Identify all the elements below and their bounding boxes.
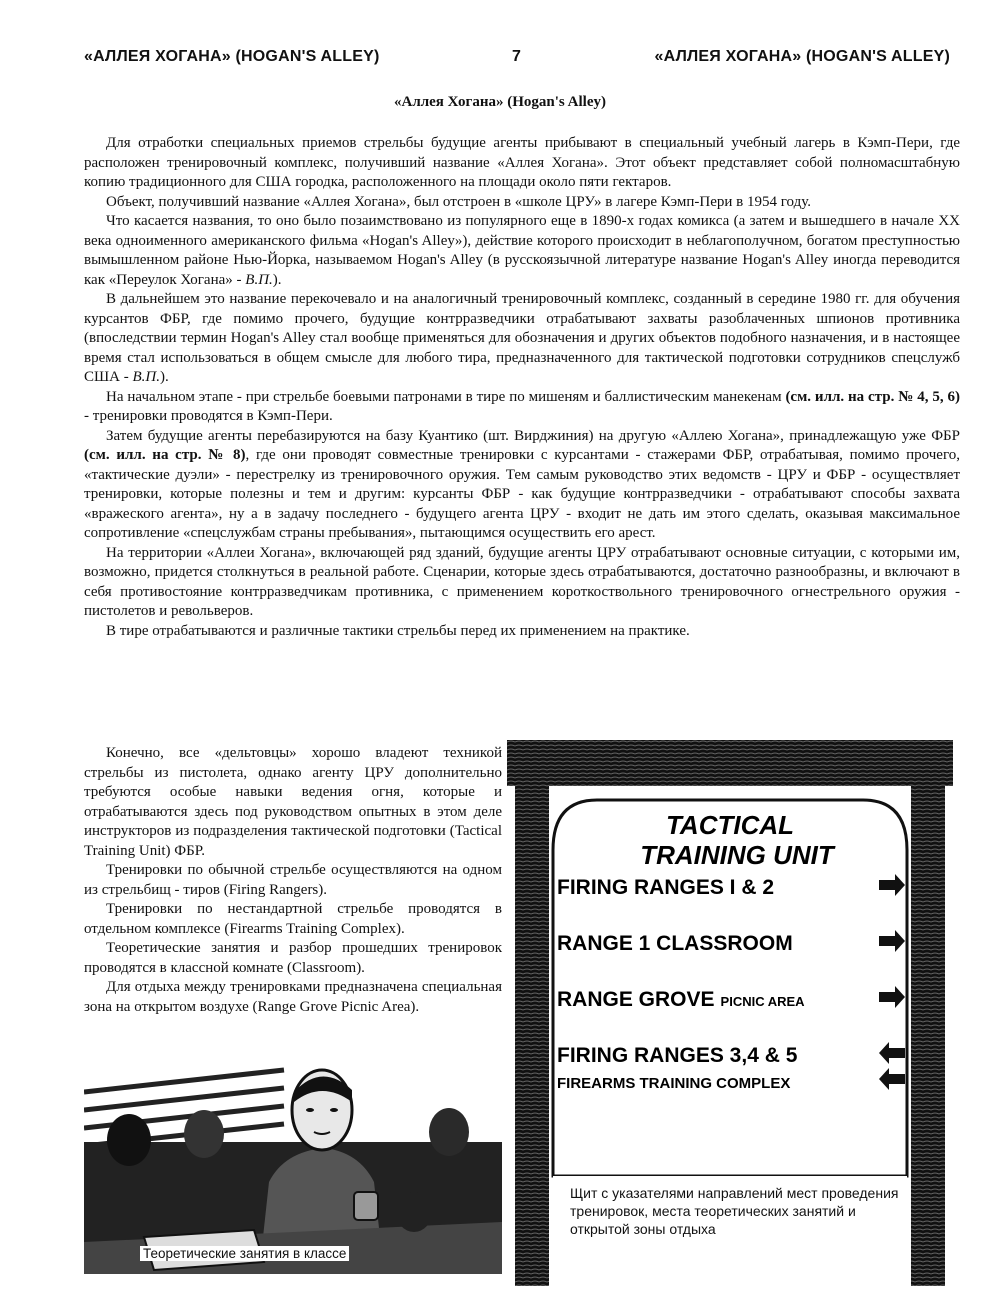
sign-row-firing-ranges-3-4-5: FIRING RANGES 3,4 & 5 (557, 1044, 798, 1067)
illustration-reference: (см. илл. на стр. № 8) (84, 447, 246, 463)
sign-title-line2: TRAINING UNIT (640, 840, 834, 870)
author-note: В.П. (132, 369, 160, 385)
paragraph: Тренировки по обычной стрельбе осуществляются на одном из стрельбищ - тиров (Firing Rangers). (84, 862, 502, 898)
article-body (84, 134, 960, 641)
sign-right-post (911, 786, 945, 1286)
article-title: «Аллея Хогана» (Hogan's Alley) (393, 94, 606, 110)
running-header-left: «АЛЛЕЯ ХОГАНА» (HOGAN'S ALLEY) (84, 48, 380, 65)
sign-left-post (515, 786, 549, 1286)
photo-caption: Теоретические занятия в классе (140, 1246, 349, 1261)
sign-top-beam (507, 740, 953, 786)
paragraph: Для отдыха между тренировками предназначена специальная зона на открытом воздухе (Range Grove Picnic Area). (84, 979, 502, 1015)
paragraph: Затем будущие агенты перебазируются на базу Куантико (шт. Вирджиния) на другую «Аллею Хогана», принадлежащую уже ФБР (см. илл. на стр. № 8), где они проводят совместные тренировки с курсантами - стажерами ФБР, отрабатывая, помимо прочего, «тактические дуэли» - перестрелку из тренировочного оружия. Тем самым руководство этих ведомств - ЦРУ и ФБР - осуществляет тренировки, которые полезны и тем и другим: курсанты ФБР - как будущие контрразведчики - отрабатывают способы захвата «вражеского агента», ну а в задачу последнего - будущего агента ЦРУ - входит не дать им этого сделать, оказывая максимальное сопротивление «спецслужбам страны пребывания», пытающимся осуществить его арест. (84, 427, 960, 541)
sign-row-firearms-complex: FIREARMS TRAINING COMPLEX (557, 1075, 791, 1092)
sign-row-firing-ranges-1-2: FIRING RANGES I & 2 (557, 876, 775, 899)
left-column-text (84, 744, 502, 1017)
sign-title-line1: TACTICAL (665, 810, 795, 840)
paragraph: Тренировки по нестандартной стрельбе проводятся в отдельном комплексе (Firearms Training Complex). (84, 901, 502, 937)
paragraph: Теоретические занятия и разбор прошедших тренировок проводятся в классной комнате (Classroom). (84, 940, 502, 976)
sign-row-range-grove: RANGE GROVE PICNIC AREA (557, 988, 805, 1011)
paragraph: На территории «Аллеи Хогана», включающей ряд зданий, будущие агенты ЦРУ отрабатывают основные ситуации, с которыми им, возможно, придется столкнуться в реальной работе. Сценарии, которые здесь отрабатываются, достаточно разнообразны, и включают в себя противостояние контрразведчикам противника, с применением короткоствольного тренировочного огнестрельного оружия - пистолетов и револьверов. (84, 544, 960, 619)
paragraph: В дальнейшем это название перекочевало и на аналогичный тренировочный комплекс, созданный в середине 1980 гг. для обучения курсантов ФБР, где помимо прочего, будущие контрразведчики отрабатывают захваты разоблаченных шпионов противника (впоследствии термин Hogan's Alley стал вообще применяться для обозначения и других объектов подобного назначения, и в настоящее время стал использоваться в общем смысле для любого тира, предназначенного для тактической подготовки сотрудников спецслужб США - В.П.). (84, 291, 960, 385)
paragraph: Объект, получивший название «Аллея Хогана», был отстроен в «школе ЦРУ» в лагере Кэмп-Пери в 1954 году. (106, 193, 811, 210)
classroom-photo (84, 1062, 502, 1274)
classroom-photo-illustration (84, 1062, 502, 1274)
sign-caption: Щит с указателями направлений мест проведения тренировок, места теоретических занятий и открытой зоны отдыха (570, 1185, 899, 1237)
paragraph: Конечно, все «дельтовцы» хорошо владеют техникой стрельбы из пистолета, однако агенту ЦРУ дополнительно требуются особые навыки ведения огня, которые и отрабатываются здесь под руководством опытных в этом деле инструкторов из подразделения тактической подготовки (Tactical Training Unit) ФБР. (84, 745, 502, 859)
paragraph: Что касается названия, то оно было позаимствовано из популярного еще в 1890-х годах комикса (а затем и вышедшего в начале XX века одноименного американского фильма «Hogan's Alley»), действие которого происходит в неблагополучном, богатом преступностью вымышленном районе Нью-Йорка, называемом Hogan's Alley (в русскоязычной литературе название Hogan's Alley иногда переводится как «Переулок Хогана» - В.П.). (84, 213, 961, 288)
author-note: В.П. (245, 271, 273, 288)
illustration-reference: (см. илл. на стр. № 4, 5, 6) (785, 388, 960, 405)
running-header-right: «АЛЛЕЯ ХОГАНА» (HOGAN'S ALLEY) (654, 48, 950, 65)
paragraph: Для отработки специальных приемов стрельбы будущие агенты прибывают в специальный учебный лагерь в Кэмп-Пери, где расположен тренировочный комплекс, получивший название «Аллея Хогана». Этот объект представляет собой полномасштабную копию традиционного для США городка, расположенного на площади около пяти гектаров. (84, 135, 960, 190)
page-number: 7 (512, 48, 522, 65)
sign-row-range-classroom: RANGE 1 CLASSROOM (557, 932, 793, 955)
paragraph: В тире отрабатываются и различные тактики стрельбы перед их применением на практике. (106, 622, 690, 639)
paragraph: На начальном этапе - при стрельбе боевыми патронами в тире по мишеням и баллистическим манекенам (см. илл. на стр. № 4, 5, 6) - тренировки проводятся в Кэмп-Пери. (84, 388, 960, 424)
